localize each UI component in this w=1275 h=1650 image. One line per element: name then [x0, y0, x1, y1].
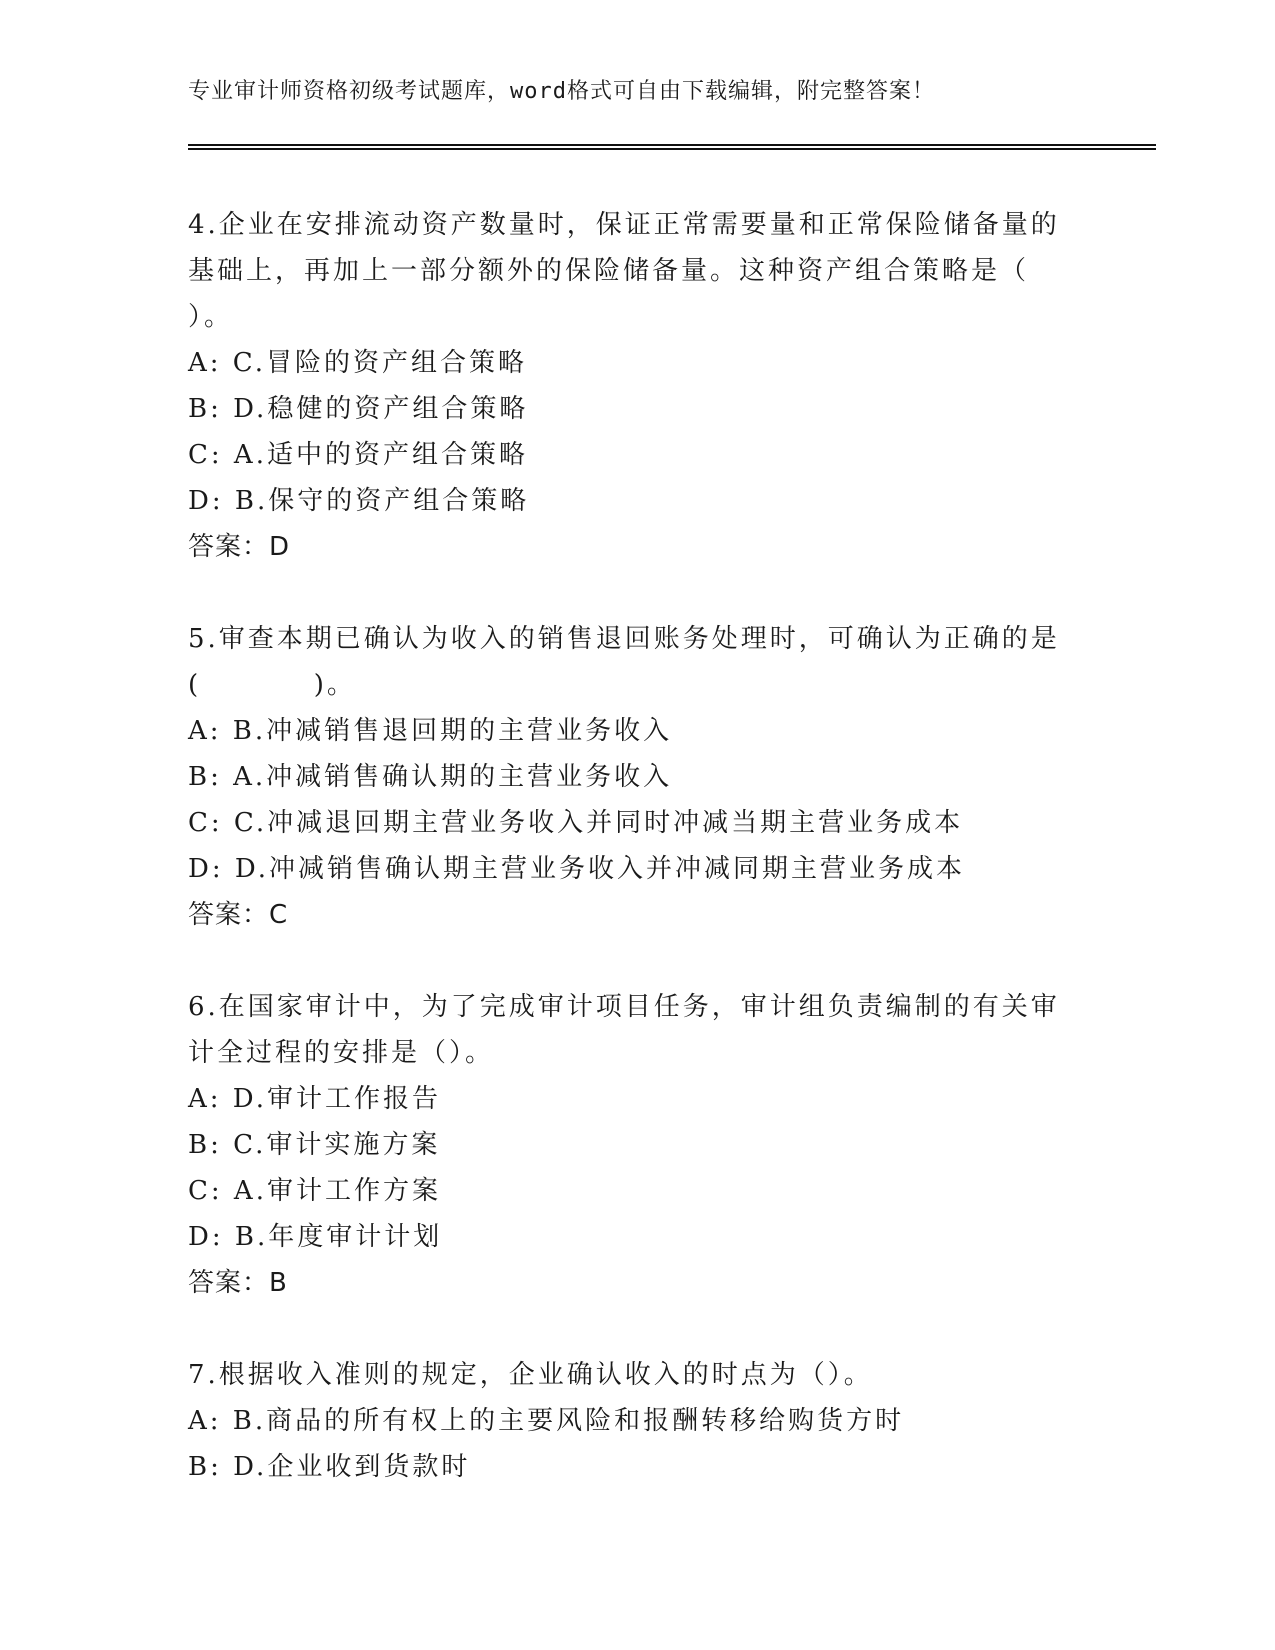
question-6 — [188, 984, 1068, 1306]
question-7 — [188, 1352, 1068, 1490]
option-d: D: B.年度审计计划 — [188, 1222, 443, 1252]
answer: 答案：D — [188, 532, 291, 562]
option-a: A: D.审计工作报告 — [188, 1084, 441, 1114]
header-divider — [188, 144, 1156, 150]
question-stem: 5.审查本期已确认为收入的销售退回账务处理时，可确认为正确的是( )。 — [188, 624, 1060, 700]
answer: 答案：B — [188, 1268, 288, 1298]
option-a: A: C.冒险的资产组合策略 — [188, 348, 528, 378]
question-stem: 6.在国家审计中，为了完成审计项目任务，审计组负责编制的有关审计全过程的安排是（）。 — [188, 992, 1060, 1068]
question-4 — [188, 202, 1068, 570]
option-d: D: D.冲减销售确认期主营业务收入并冲减同期主营业务成本 — [188, 854, 966, 884]
option-a: A: B.商品的所有权上的主要风险和报酬转移给购货方时 — [188, 1406, 905, 1436]
option-c: C: A.审计工作方案 — [188, 1176, 441, 1206]
option-b: B: A.冲减销售确认期的主营业务收入 — [188, 762, 673, 792]
option-d: D: B.保守的资产组合策略 — [188, 486, 530, 516]
question-stem: 4.企业在安排流动资产数量时，保证正常需要量和正常保险储备量的基础上，再加上一部分额外的保险储备量。这种资产组合策略是（ ）。 — [188, 210, 1060, 332]
option-c: C: C.冲减退回期主营业务收入并同时冲减当期主营业务成本 — [188, 808, 964, 838]
option-b: B: D.企业收到货款时 — [188, 1452, 471, 1482]
question-stem: 7.根据收入准则的规定，企业确认收入的时点为（）。 — [188, 1360, 873, 1390]
option-b: B: C.审计实施方案 — [188, 1130, 441, 1160]
answer: 答案：C — [188, 900, 289, 930]
option-a: A: B.冲减销售退回期的主营业务收入 — [188, 716, 673, 746]
option-b: B: D.稳健的资产组合策略 — [188, 394, 529, 424]
question-list — [188, 202, 1068, 1536]
question-5 — [188, 616, 1068, 938]
page-header: 专业审计师资格初级考试题库，word格式可自由下载编辑，附完整答案！ — [188, 79, 935, 104]
option-c: C: A.适中的资产组合策略 — [188, 440, 528, 470]
